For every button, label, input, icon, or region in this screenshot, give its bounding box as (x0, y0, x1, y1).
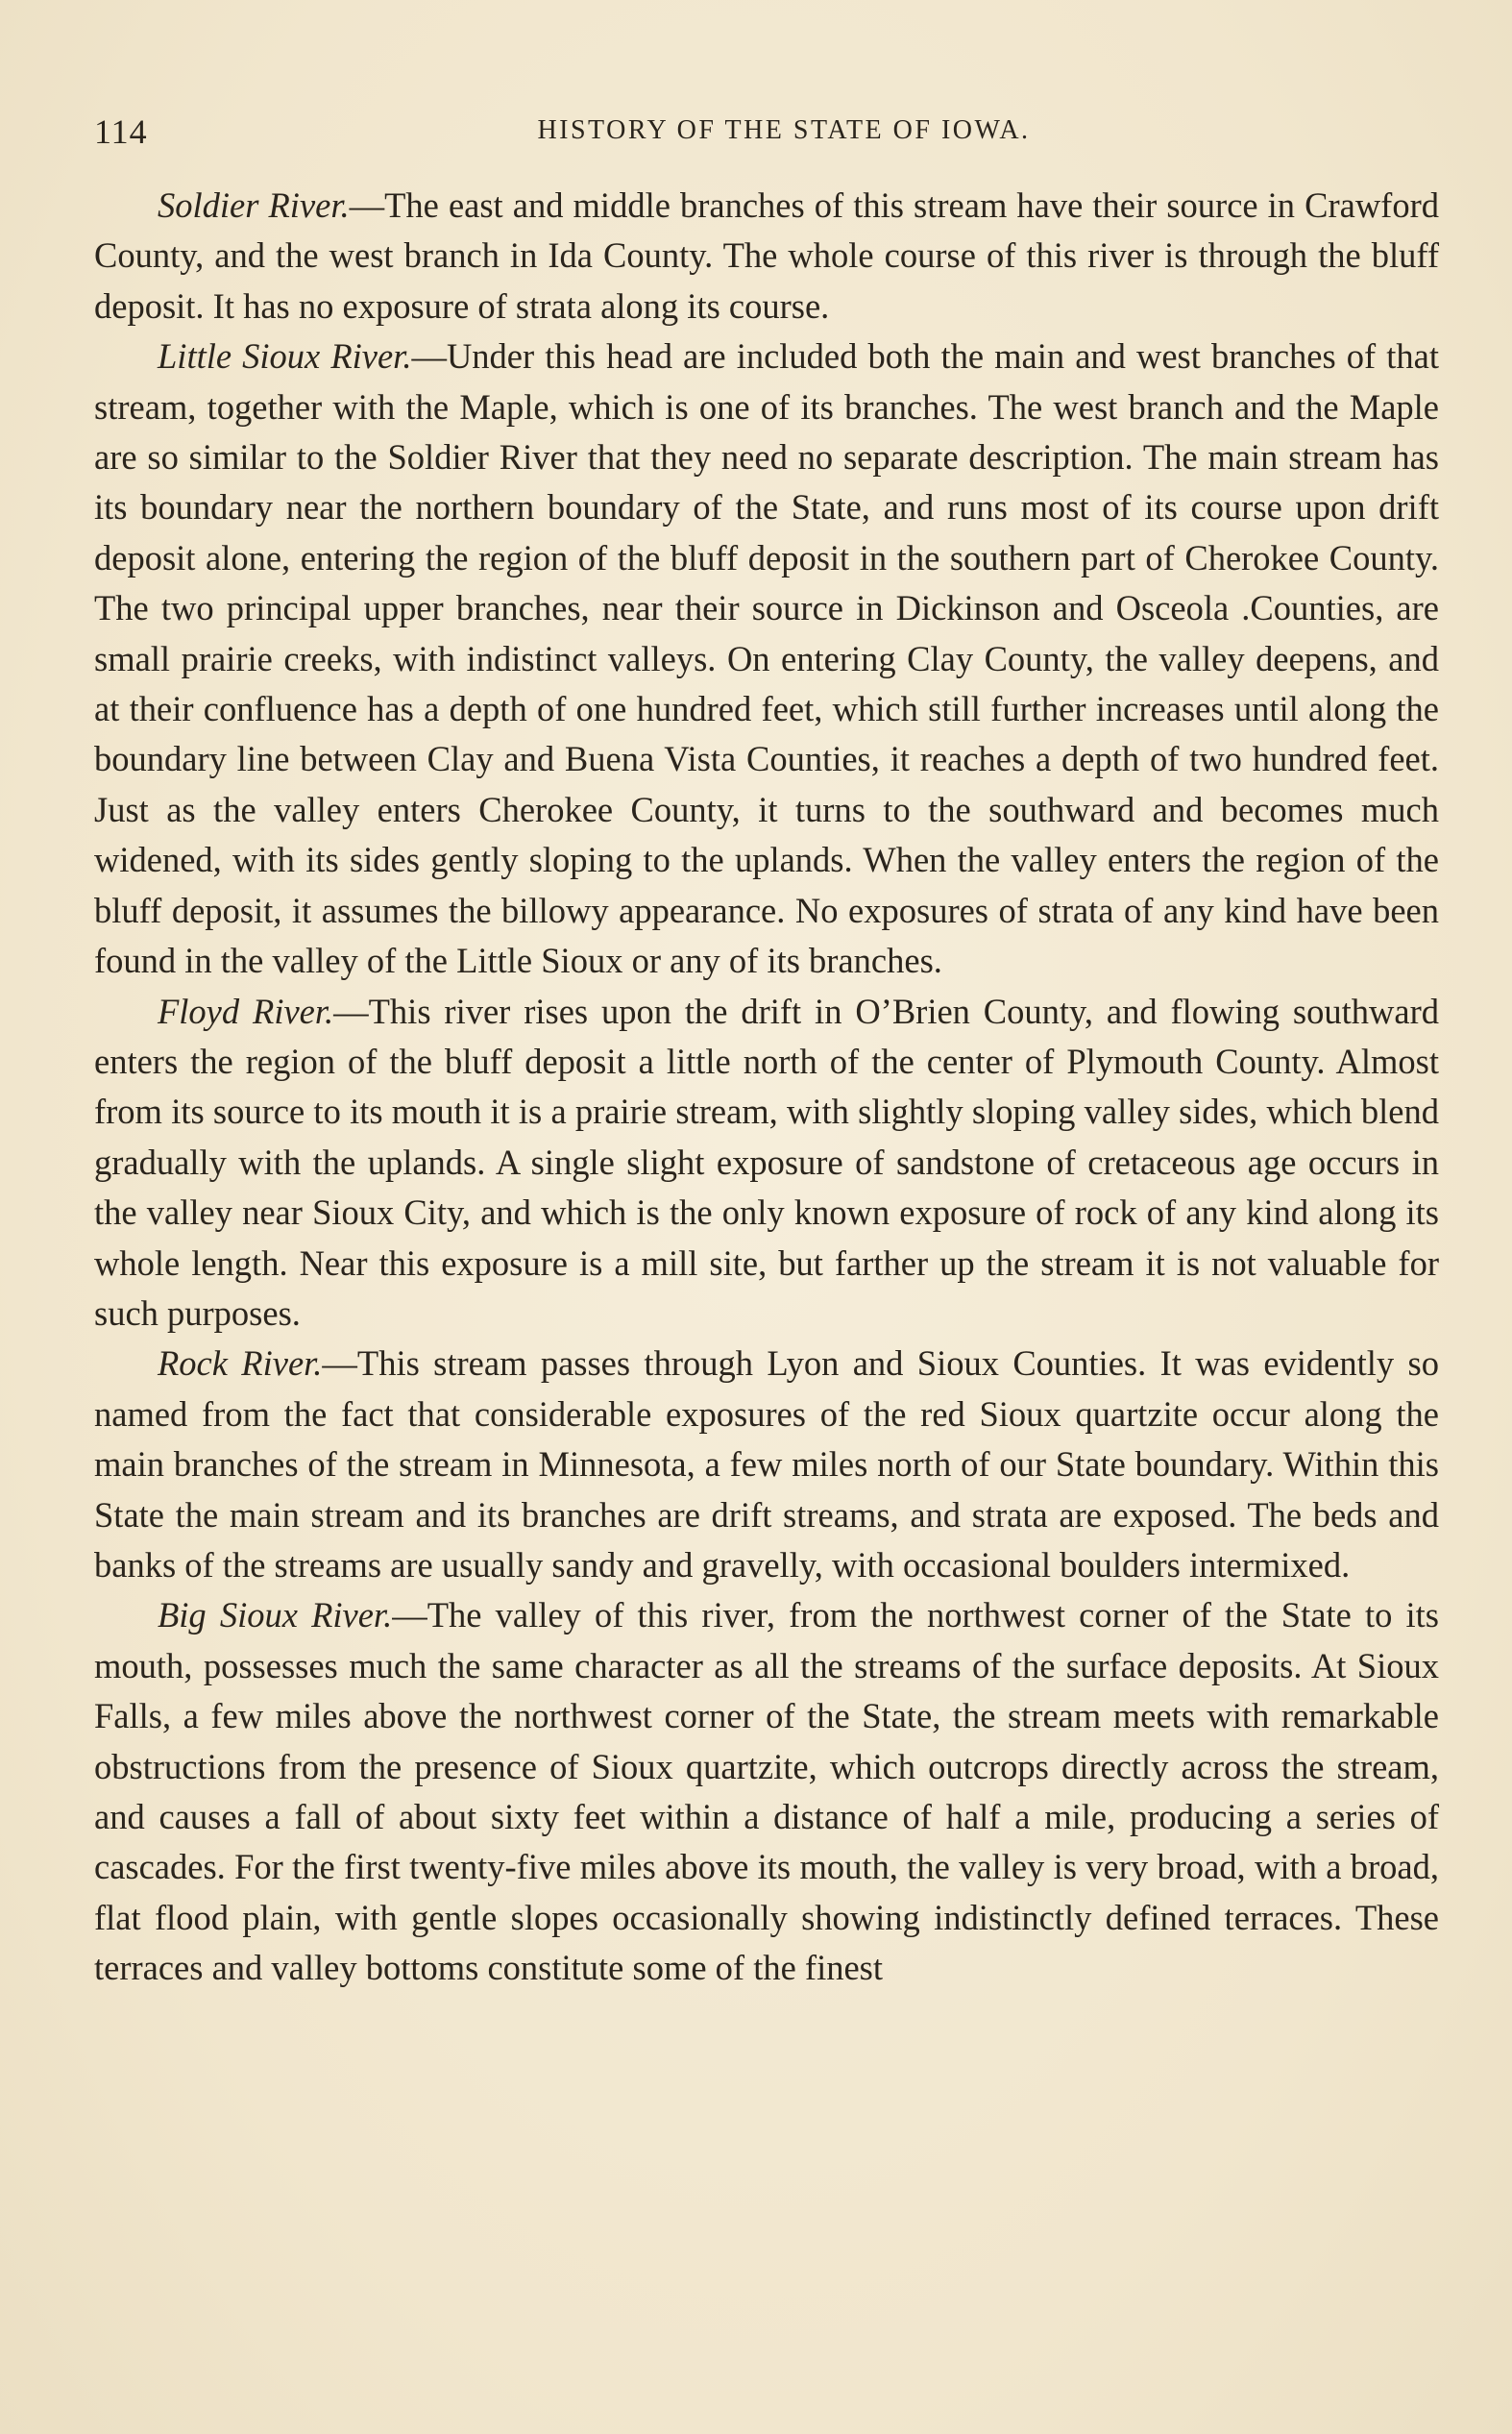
paragraph-text: —This river rises upon the drift in O’Brien County, and flowing southward enters the region of the bluff deposit a little north of the center of Plymouth County. Almost from its source to its mouth it is a prairie stream, with slightly sloping valley sides, which blend gradually with the uplands. A single slight exposure of sandstone of cretaceous age occurs in the valley near Sioux City, and which is the only known exposure of rock of any kind along its whole length. Near this exposure is a mill site, but farther up the stream it is not valuable for such purposes. (94, 991, 1439, 1333)
river-name: Rock River. (158, 1343, 323, 1384)
river-name: Big Sioux River. (158, 1595, 393, 1635)
river-name: Soldier River. (158, 185, 350, 225)
paragraph-floyd-river (94, 987, 1439, 1340)
paragraph-rock-river (94, 1339, 1439, 1590)
page-header (94, 111, 1435, 160)
page-number: 114 (94, 112, 148, 151)
paragraph-text: —The east and middle branches of this stream have their source in Crawford County, and the west branch in Ida County. The whole course of this river is through the bluff deposit. It has no exposure of strata along its course. (94, 185, 1439, 326)
river-name: Little Sioux River. (158, 336, 412, 377)
paragraph-text: —Under this head are included both the main and west branches of that stream, together with the Maple, which is one of its branches. The west branch and the Maple are so similar to the Soldier River that they need no separate description. The main stream has its boundary near the northern boundary of the State, and runs most of its course upon drift deposit alone, entering the region of the bluff deposit in the southern part of Cherokee County. The two principal upper branches, near their source in Dickinson and Osceola .Counties, are small prairie creeks, with indistinct valleys. On entering Clay County, the valley deepens, and at their confluence has a depth of one hundred feet, which still further increases until along the boundary line between Clay and Buena Vista Counties, it reaches a depth of two hundred feet. Just as the valley enters Cherokee County, it turns to the southward and becomes much widened, with its sides gently sloping to the uplands. When the valley enters the region of the bluff deposit, it assumes the billowy appearance. No exposures of strata of any kind have been found in the valley of the Little Sioux or any of its branches. (94, 336, 1439, 981)
paragraph-big-sioux-river (94, 1590, 1439, 1993)
paragraph-little-sioux-river (94, 332, 1439, 986)
body-text (94, 181, 1439, 1994)
paragraph-soldier-river (94, 181, 1439, 332)
paragraph-text: —The valley of this river, from the northwest corner of the State to its mouth, possesses much the same character as all the streams of the surface deposits. At Sioux Falls, a few miles above the northwest corner of the State, the stream meets with remarkable obstructions from the presence of Sioux quartzite, which outcrops directly across the stream, and causes a fall of about sixty feet within a distance of half a mile, producing a series of cascades. For the first twenty-five miles above its mouth, the valley is very broad, with a broad, flat flood plain, with gentle slopes occasionally showing indistinctly defined terraces. These terraces and valley bottoms constitute some of the finest (94, 1595, 1439, 1988)
running-title: HISTORY OF THE STATE OF IOWA. (537, 115, 1031, 145)
river-name: Floyd River. (158, 991, 334, 1031)
paragraph-text: —This stream passes through Lyon and Sioux Counties. It was evidently so named from the fact that considerable exposures of the red Sioux quartzite occur along the main branches of the stream in Minnesota, a few miles north of our State boundary. Within this State the main stream and its branches are drift streams, and strata are exposed. The beds and banks of the streams are usually sandy and gravelly, with occasional boulders intermixed. (94, 1343, 1439, 1585)
